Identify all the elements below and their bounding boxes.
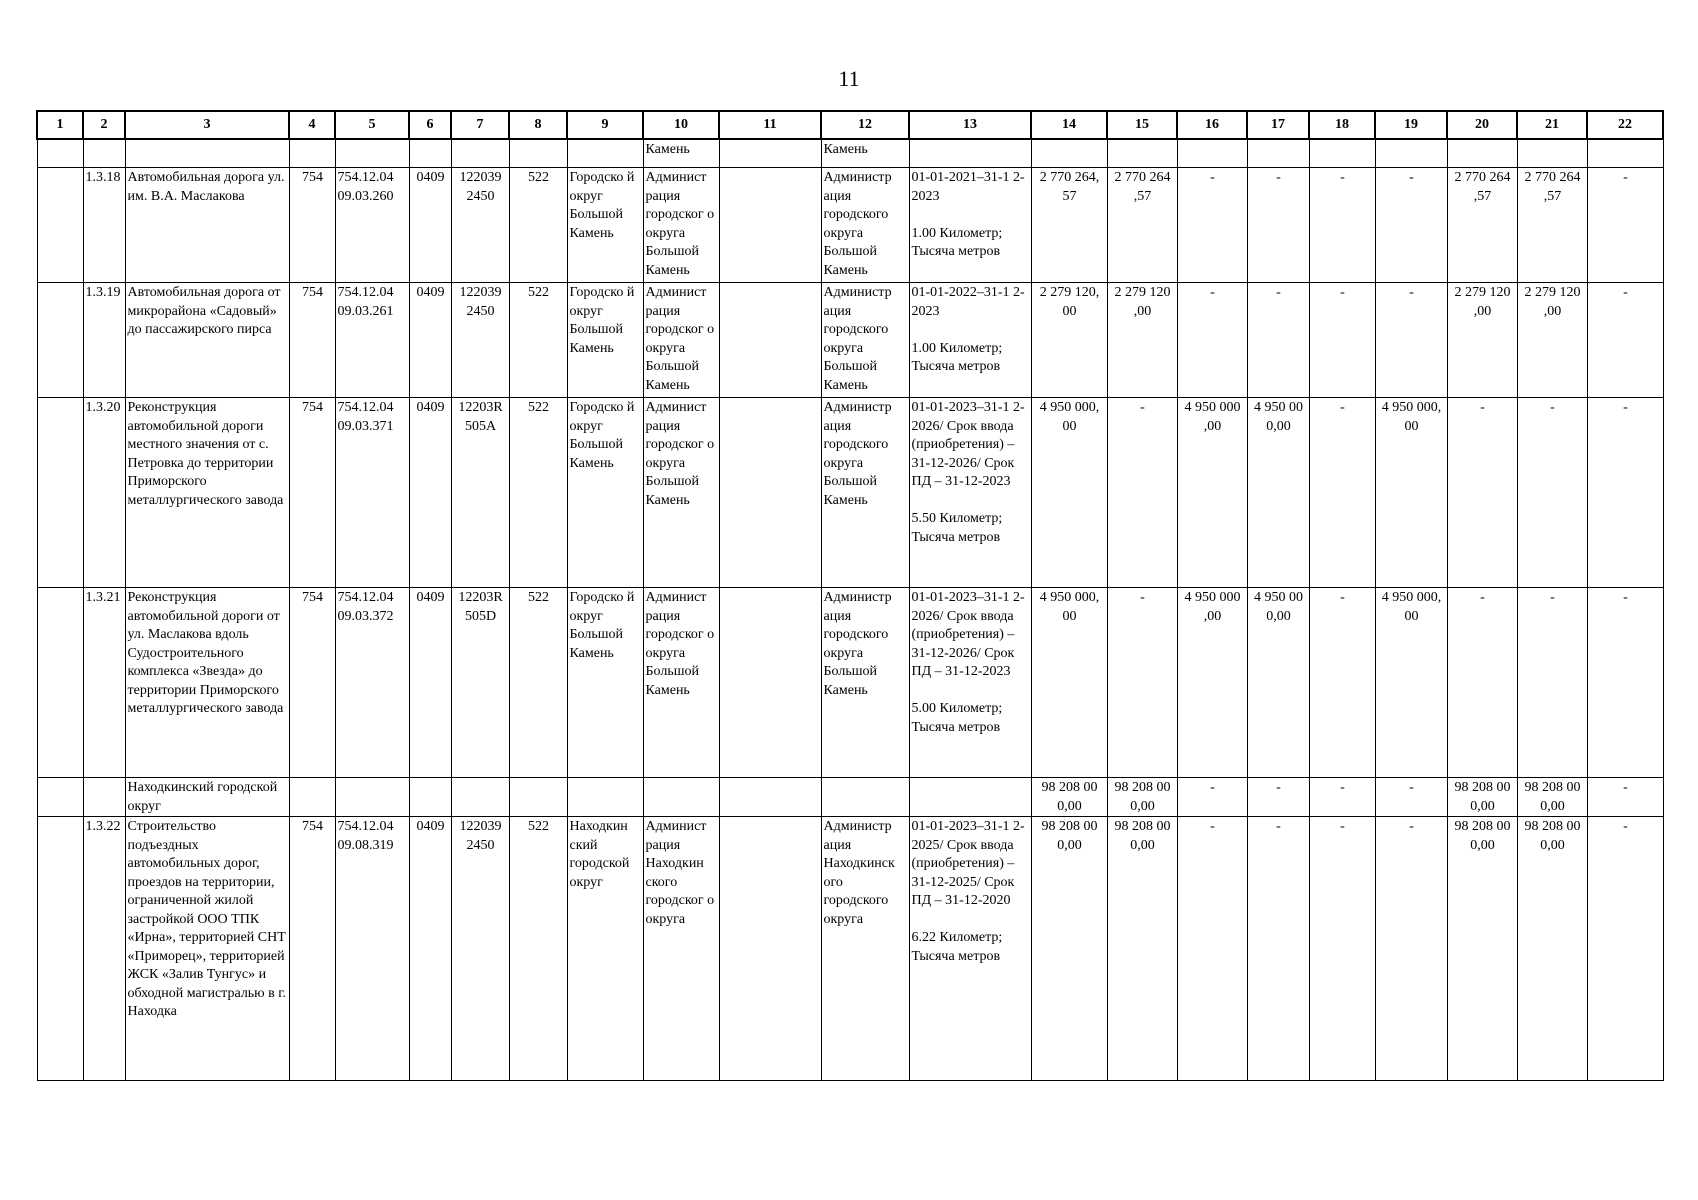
table-cell-col-16: 4 950 000 ,00 [1177, 588, 1247, 778]
column-header-2: 2 [83, 111, 125, 139]
table-cell-col-3: Строительство подъездных автомобильных дорог, проездов на территории, ограниченной жилой застройкой ООО ТПК «Ирна», территорией СНТ «Приморец», территорией ЖСК «Залив Тунгус» и обходной магистралью в г. Находка [125, 817, 289, 1081]
column-header-18: 18 [1309, 111, 1375, 139]
table-cell-col-9: Находкин ский городской округ [567, 817, 643, 1081]
table-cell-col-4: 754 [289, 283, 335, 398]
table-cell-col-4: 754 [289, 588, 335, 778]
table-cell-col-9: Городско й округ Большой Камень [567, 398, 643, 588]
table-cell-col-9: Городско й округ Большой Камень [567, 283, 643, 398]
table-cell-col-2: 1.3.22 [83, 817, 125, 1081]
column-header-8: 8 [509, 111, 567, 139]
table-cell-col-8: 522 [509, 283, 567, 398]
table-row [37, 139, 1663, 168]
table-cell-col-21: 2 279 120 ,00 [1517, 283, 1587, 398]
table-cell-col-11 [719, 817, 821, 1081]
table-cell-col-17: 4 950 00 0,00 [1247, 398, 1309, 588]
table-row [37, 398, 1663, 588]
table-cell-col-12: Администр ация Находкинск ого городского округа [821, 817, 909, 1081]
table-cell-col-20 [1447, 139, 1517, 168]
table-cell-col-18: - [1309, 168, 1375, 283]
table-cell-col-22: - [1587, 588, 1663, 778]
table-row [37, 283, 1663, 398]
table-cell-col-17: - [1247, 168, 1309, 283]
table-cell-col-6: 0409 [409, 817, 451, 1081]
table-cell-col-14 [1031, 139, 1107, 168]
table-cell-col-20: 2 279 120 ,00 [1447, 283, 1517, 398]
table-cell-col-3: Реконструкция автомобильной дороги от ул. Маслакова вдоль Судостроительного комплекса «Звезда» до территории Приморского металлургического завода [125, 588, 289, 778]
table-cell-col-6: 0409 [409, 398, 451, 588]
table-cell-col-15: 2 279 120 ,00 [1107, 283, 1177, 398]
table-cell-col-18: - [1309, 778, 1375, 817]
table-cell-col-22: - [1587, 168, 1663, 283]
table-cell-col-6: 0409 [409, 283, 451, 398]
table-cell-col-12: Администр ация городского округа Большой Камень [821, 283, 909, 398]
column-header-4: 4 [289, 111, 335, 139]
table-cell-col-20: 2 770 264 ,57 [1447, 168, 1517, 283]
table-cell-col-6 [409, 778, 451, 817]
table-cell-col-7: 122039 2450 [451, 283, 509, 398]
table-cell-col-21: 98 208 00 0,00 [1517, 778, 1587, 817]
table-cell-col-14: 2 770 264, 57 [1031, 168, 1107, 283]
table-cell-col-15 [1107, 139, 1177, 168]
table-cell-col-6: 0409 [409, 588, 451, 778]
column-header-19: 19 [1375, 111, 1447, 139]
table-cell-col-10: Админист рация городског о округа Большой Камень [643, 168, 719, 283]
table-cell-col-3: Автомобильная дорога от микрорайона «Садовый» до пассажирского пирса [125, 283, 289, 398]
table-cell-col-5: 754.12.04 09.03.372 [335, 588, 409, 778]
table-cell-col-21: - [1517, 588, 1587, 778]
table-cell-col-18: - [1309, 398, 1375, 588]
column-header-13: 13 [909, 111, 1031, 139]
table-row [37, 588, 1663, 778]
table-cell-col-8 [509, 139, 567, 168]
table-cell-col-10: Админист рация городског о округа Большой Камень [643, 283, 719, 398]
table-cell-col-5 [335, 139, 409, 168]
table-cell-col-15: 98 208 00 0,00 [1107, 778, 1177, 817]
table-cell-col-20: - [1447, 588, 1517, 778]
column-header-3: 3 [125, 111, 289, 139]
table-cell-col-13 [909, 139, 1031, 168]
table-cell-col-5: 754.12.04 09.03.371 [335, 398, 409, 588]
table-cell-col-13: 01-01-2023–31-1 2-2026/ Срок ввода (приобретения) – 31-12-2026/ Срок ПД – 31-12-2023 5.00 Километр; Тысяча метров [909, 588, 1031, 778]
table-cell-col-19: - [1375, 283, 1447, 398]
table-cell-col-7: 122039 2450 [451, 168, 509, 283]
table-cell-col-4: 754 [289, 817, 335, 1081]
table-cell-col-19: 4 950 000, 00 [1375, 588, 1447, 778]
table-cell-col-21: 2 770 264 ,57 [1517, 168, 1587, 283]
table-cell-col-21: - [1517, 398, 1587, 588]
table-cell-col-4: 754 [289, 398, 335, 588]
table-cell-col-1 [37, 283, 83, 398]
table-cell-col-20: 98 208 00 0,00 [1447, 778, 1517, 817]
table-cell-col-11 [719, 778, 821, 817]
table-cell-col-12: Камень [821, 139, 909, 168]
table-cell-col-14: 4 950 000, 00 [1031, 588, 1107, 778]
column-header-12: 12 [821, 111, 909, 139]
table-cell-col-7: 122039 2450 [451, 817, 509, 1081]
table-cell-col-16: - [1177, 283, 1247, 398]
column-header-10: 10 [643, 111, 719, 139]
table-cell-col-13: 01-01-2023–31-1 2-2025/ Срок ввода (приобретения) – 31-12-2025/ Срок ПД – 31-12-2020 6.22 Километр; Тысяча метров [909, 817, 1031, 1081]
table-cell-col-10: Админист рация городског о округа Большой Камень [643, 398, 719, 588]
table-cell-col-5: 754.12.04 09.08.319 [335, 817, 409, 1081]
column-header-1: 1 [37, 111, 83, 139]
table-cell-col-3: Автомобильная дорога ул. им. В.А. Маслакова [125, 168, 289, 283]
column-header-5: 5 [335, 111, 409, 139]
table-cell-col-22: - [1587, 398, 1663, 588]
table-cell-col-19: - [1375, 778, 1447, 817]
table-cell-col-10: Админист рация городског о округа Большой Камень [643, 588, 719, 778]
table-cell-col-5 [335, 778, 409, 817]
table-row [37, 168, 1663, 283]
table-cell-col-15: 2 770 264 ,57 [1107, 168, 1177, 283]
table-cell-col-6 [409, 139, 451, 168]
table-cell-col-7 [451, 778, 509, 817]
header-row [37, 111, 1663, 139]
table-cell-col-20: 98 208 00 0,00 [1447, 817, 1517, 1081]
table-cell-col-16: 4 950 000 ,00 [1177, 398, 1247, 588]
table-cell-col-1 [37, 778, 83, 817]
column-header-21: 21 [1517, 111, 1587, 139]
table-cell-col-10 [643, 778, 719, 817]
table-cell-col-8: 522 [509, 588, 567, 778]
table-cell-col-18 [1309, 139, 1375, 168]
table-cell-col-8: 522 [509, 168, 567, 283]
table-cell-col-2: 1.3.18 [83, 168, 125, 283]
table-cell-col-7: 12203R 505A [451, 398, 509, 588]
table-row [37, 817, 1663, 1081]
table-cell-col-22: - [1587, 283, 1663, 398]
table-cell-col-13: 01-01-2021–31-1 2-2023 1.00 Километр; Тысяча метров [909, 168, 1031, 283]
table-cell-col-1 [37, 588, 83, 778]
column-header-17: 17 [1247, 111, 1309, 139]
table-cell-col-16 [1177, 139, 1247, 168]
table-cell-col-17: 4 950 00 0,00 [1247, 588, 1309, 778]
table-cell-col-14: 98 208 00 0,00 [1031, 778, 1107, 817]
table-cell-col-16: - [1177, 817, 1247, 1081]
table-cell-col-12: Администр ация городского округа Большой Камень [821, 588, 909, 778]
table-cell-col-3 [125, 139, 289, 168]
table-cell-col-9 [567, 139, 643, 168]
table-cell-col-19: - [1375, 817, 1447, 1081]
table-cell-col-20: - [1447, 398, 1517, 588]
table-cell-col-15: 98 208 00 0,00 [1107, 817, 1177, 1081]
table-cell-col-6: 0409 [409, 168, 451, 283]
table-cell-col-14: 98 208 00 0,00 [1031, 817, 1107, 1081]
table-cell-col-19 [1375, 139, 1447, 168]
table-cell-col-2 [83, 778, 125, 817]
column-header-6: 6 [409, 111, 451, 139]
table-cell-col-14: 2 279 120, 00 [1031, 283, 1107, 398]
table-cell-col-19: 4 950 000, 00 [1375, 398, 1447, 588]
table-cell-col-2: 1.3.21 [83, 588, 125, 778]
table-cell-col-4: 754 [289, 168, 335, 283]
table-cell-col-8: 522 [509, 398, 567, 588]
table-cell-col-5: 754.12.04 09.03.261 [335, 283, 409, 398]
column-header-7: 7 [451, 111, 509, 139]
table-cell-col-18: - [1309, 817, 1375, 1081]
column-header-16: 16 [1177, 111, 1247, 139]
table-cell-col-17: - [1247, 817, 1309, 1081]
data-table [36, 110, 1664, 1081]
column-header-14: 14 [1031, 111, 1107, 139]
table-cell-col-7: 12203R 505D [451, 588, 509, 778]
table-cell-col-11 [719, 139, 821, 168]
table-cell-col-9: Городско й округ Большой Камень [567, 588, 643, 778]
column-header-20: 20 [1447, 111, 1517, 139]
table-cell-col-22: - [1587, 817, 1663, 1081]
table-cell-col-17 [1247, 139, 1309, 168]
table-cell-col-16: - [1177, 778, 1247, 817]
table-cell-col-13: 01-01-2023–31-1 2-2026/ Срок ввода (приобретения) – 31-12-2026/ Срок ПД – 31-12-2023 5.50 Километр; Тысяча метров [909, 398, 1031, 588]
table-cell-col-5: 754.12.04 09.03.260 [335, 168, 409, 283]
table-cell-col-11 [719, 398, 821, 588]
table-cell-col-3: Реконструкция автомобильной дороги местного значения от с. Петровка до территории Приморского металлургического завода [125, 398, 289, 588]
column-header-15: 15 [1107, 111, 1177, 139]
table-cell-col-8: 522 [509, 817, 567, 1081]
table-cell-col-21 [1517, 139, 1587, 168]
table-cell-col-19: - [1375, 168, 1447, 283]
table-cell-col-9: Городско й округ Большой Камень [567, 168, 643, 283]
column-header-9: 9 [567, 111, 643, 139]
table-cell-col-1 [37, 139, 83, 168]
table-cell-col-17: - [1247, 778, 1309, 817]
table-cell-col-4 [289, 139, 335, 168]
table-cell-col-12 [821, 778, 909, 817]
table-cell-col-13: 01-01-2022–31-1 2-2023 1.00 Километр; Тысяча метров [909, 283, 1031, 398]
table-cell-col-11 [719, 283, 821, 398]
table-cell-col-1 [37, 398, 83, 588]
table-cell-col-10: Админист рация Находкин ского городског о округа [643, 817, 719, 1081]
column-header-22: 22 [1587, 111, 1663, 139]
table-cell-col-8 [509, 778, 567, 817]
table-cell-col-12: Администр ация городского округа Большой Камень [821, 398, 909, 588]
table-cell-col-4 [289, 778, 335, 817]
table-cell-col-15: - [1107, 398, 1177, 588]
table-cell-col-14: 4 950 000, 00 [1031, 398, 1107, 588]
table-cell-col-7 [451, 139, 509, 168]
page-number: 11 [838, 66, 860, 91]
table-cell-col-2: 1.3.20 [83, 398, 125, 588]
table-cell-col-18: - [1309, 283, 1375, 398]
table-cell-col-13 [909, 778, 1031, 817]
table-cell-col-11 [719, 588, 821, 778]
column-header-11: 11 [719, 111, 821, 139]
table-cell-col-2 [83, 139, 125, 168]
table-cell-col-1 [37, 168, 83, 283]
table-cell-col-3: Находкинский городской округ [125, 778, 289, 817]
table-cell-col-12: Администр ация городского округа Большой Камень [821, 168, 909, 283]
table-cell-col-15: - [1107, 588, 1177, 778]
table-cell-col-16: - [1177, 168, 1247, 283]
table-row [37, 778, 1663, 817]
table-cell-col-21: 98 208 00 0,00 [1517, 817, 1587, 1081]
table-cell-col-10: Камень [643, 139, 719, 168]
table-cell-col-11 [719, 168, 821, 283]
table-cell-col-17: - [1247, 283, 1309, 398]
table-cell-col-22 [1587, 139, 1663, 168]
table-cell-col-9 [567, 778, 643, 817]
table-cell-col-2: 1.3.19 [83, 283, 125, 398]
table-cell-col-18: - [1309, 588, 1375, 778]
table-cell-col-1 [37, 817, 83, 1081]
table-cell-col-22: - [1587, 778, 1663, 817]
